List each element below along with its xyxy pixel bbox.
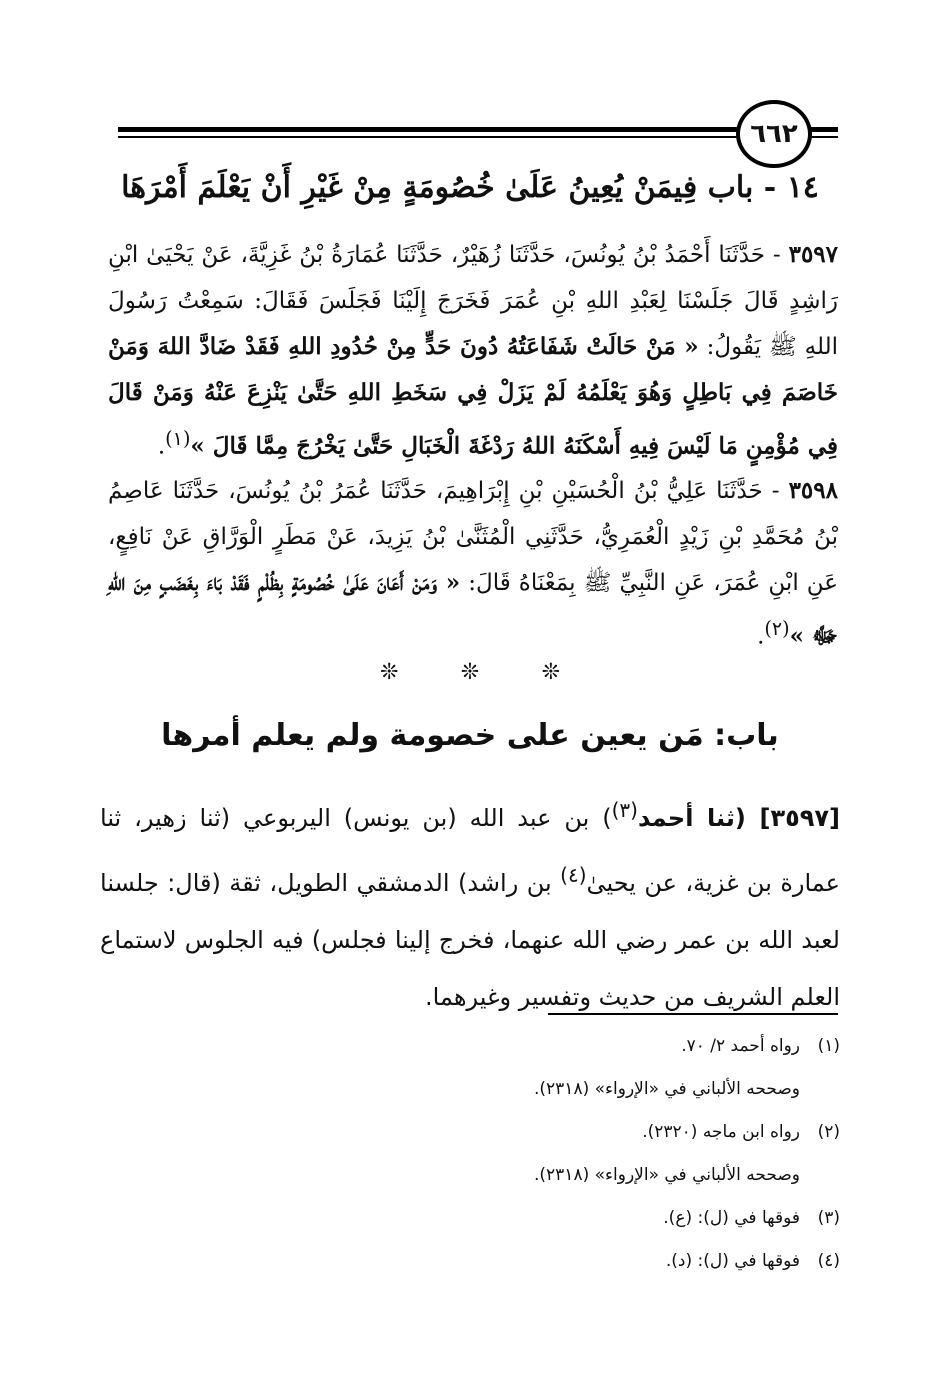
header-rule-thin [118,136,738,138]
commentary-paragraph [100,782,840,1026]
footnote-text: وصححه الألباني في «الإرواء» (٢٣١٨). [534,1079,800,1099]
footnote-text: رواه ابن ماجه (٢٣٢٠). [642,1122,800,1142]
footnote-divider [548,1013,838,1015]
footnote-number: (٣) [817,1208,840,1228]
footnote-text: فوقها في (ل): (د). [665,1251,800,1271]
footnote-ref: (٤) [560,863,587,887]
separator-star: ❊ [460,660,480,685]
footnote-ref: (٣) [611,798,638,822]
separator-star: ❊ [380,660,399,685]
footnote-ref: (٢) [764,617,790,640]
commentary-text: [٣٥٩٧] (ثنا أحمد [637,804,840,832]
header-rule-end-thin [808,136,838,138]
footnote-number: (٢) [817,1122,840,1142]
footnote-text: وصححه الألباني في «الإرواء» (٢٣١٨). [534,1165,800,1185]
footnote [300,1111,840,1154]
footnote-number: (١) [817,1036,840,1056]
header-rule-end [808,127,838,132]
chapter-title: ١٤ - باب فِيمَنْ يُعِينُ عَلَىٰ خُصُومَةٍ مِنْ غَيْرِ أَنْ يَعْلَمَ أَمْرَهَا [121,170,819,205]
hadith-matn: « وَمَنْ أَعَانَ عَلَىٰ خُصُومَةٍ بِظُلْمٍ فَقَدْ بَاءَ بِغَضَبٍ مِنَ اللهِ ﷻ » [108,569,838,650]
hadith-isnad: حَدَّثَنَا عَلِيُّ بْنُ الْحُسَيْنِ بْنِ إِبْرَاهِيمَ، حَدَّثَنَا عُمَرُ بْنُ يُونُسَ، حَدَّثَنَا عَاصِمُ بْنُ مُحَمَّدِ بْنِ زَيْدٍ الْعُمَرِيُّ، حَدَّثَنِي الْمُثَنَّىٰ بْنُ يَزِيدَ، عَنْ مَطَرٍ الْوَرَّاقِ عَنْ نَافِعٍ، عَنِ ابْنِ عُمَرَ، عَنِ النَّبِيِّ ﷺ بِمَعْنَاهُ قَالَ: [108,478,838,596]
commentary-text: ) بن عبد الله (بن يونس) اليربوعي (ثنا زهير، ثنا عمارة بن غزية، عن يحيىٰ [100,804,840,897]
hadith-3598: ٣٥٩٨ - حَدَّثَنَا عَلِيُّ بْنُ الْحُسَيْنِ بْنِ إِبْرَاهِيمَ، حَدَّثَنَا عُمَرُ بْنُ يُونُسَ، حَدَّثَنَا عَاصِمُ بْنُ مُحَمَّدِ بْنِ زَيْدٍ الْعُمَرِيُّ، حَدَّثَنِي الْمُثَنَّىٰ بْنُ يَزِيدَ، عَنْ مَطَرٍ الْوَرَّاقِ عَنْ نَافِعٍ، عَنِ ابْنِ عُمَرَ، عَنِ النَّبِيِّ ﷺ بِمَعْنَاهُ قَالَ: « وَمَنْ أَعَانَ عَلَىٰ خُصُومَةٍ بِظُلْمٍ فَقَدْ بَاءَ بِغَضَبٍ مِنَ اللهِ ﷻ »$^{(٢)}$. [108,477,838,650]
footnote [300,1240,840,1283]
header-rule-thick [118,127,738,132]
hadith-3597: ٣٥٩٧ - حَدَّثَنَا أَحْمَدُ بْنُ يُونُسَ، حَدَّثَنَا زُهَيْرٌ، حَدَّثَنَا عُمَارَةُ بْنُ غَزِيَّةَ، عَنْ يَحْيَىٰ ابْنِ رَاشِدٍ قَالَ جَلَسْنَا لِعَبْدِ اللهِ بْنِ عُمَرَ فَخَرَجَ إِلَيْنَا فَجَلَسَ فَقَالَ: سَمِعْتُ رَسُولَ اللهِ ﷺ يَقُولُ: « مَنْ حَالَتْ شَفَاعَتُهُ دُونَ حَدٍّ مِنْ حُدُودِ اللهِ فَقَدْ ضَادَّ اللهَ وَمَنْ خَاصَمَ فِي بَاطِلٍ وَهُوَ يَعْلَمُهُ لَمْ يَزَلْ فِي سَخَطِ اللهِ حَتَّىٰ يَنْزِعَ عَنْهُ وَمَنْ قَالَ فِي مُؤْمِنٍ مَا لَيْسَ فِيهِ أَسْكَنَهُ اللهُ رَدْغَةَ الْخَبَالِ حَتَّىٰ يَخْرُجَ مِمَّا قَالَ »$^{(١)}$. [108,241,839,460]
footnote [300,1068,840,1111]
section-title: باب: مَن يعين على خصومة ولم يعلم أمرها [161,718,779,753]
page-header [118,100,838,170]
footnote [300,1154,840,1197]
footnote-number: (٤) [817,1251,840,1271]
footnotes [300,1025,840,1283]
hadith-isnad: حَدَّثَنَا أَحْمَدُ بْنُ يُونُسَ، حَدَّثَنَا زُهَيْرٌ، حَدَّثَنَا عُمَارَةُ بْنُ غَزِيَّةَ، عَنْ يَحْيَىٰ ابْنِ رَاشِدٍ قَالَ جَلَسْنَا لِعَبْدِ اللهِ بْنِ عُمَرَ فَخَرَجَ إِلَيْنَا فَجَلَسَ فَقَالَ: سَمِعْتُ رَسُولَ اللهِ ﷺ يَقُولُ: [108,242,839,360]
page-number: ٦٦٢ [736,100,812,168]
footnote [300,1025,840,1068]
footnote-ref: (١) [165,427,191,450]
footnote [300,1197,840,1240]
commentary-text: بن راشد) الدمشقي الطويل، ثقة (قال: جلسنا لعبد الله بن عمر رضي الله عنهما، فخرج إلينا فجلس) فيه الجلوس لاستماع العلم الشريف من حديث وتفسير وغيرهما. [100,869,840,1011]
footnote-text: فوقها في (ل): (ع). [663,1208,800,1228]
footnote-text: رواه أحمد ٢/ ٧٠. [681,1036,800,1056]
separator-star: ❊ [541,660,560,685]
hadith-number: ٣٥٩٨ [788,477,838,504]
hadith-matn: « مَنْ حَالَتْ شَفَاعَتُهُ دُونَ حَدٍّ مِنْ حُدُودِ اللهِ فَقَدْ ضَادَّ اللهَ وَمَنْ خَاصَمَ فِي بَاطِلٍ وَهُوَ يَعْلَمُهُ لَمْ يَزَلْ فِي سَخَطِ اللهِ حَتَّىٰ يَنْزِعَ عَنْهُ وَمَنْ قَالَ فِي مُؤْمِنٍ مَا لَيْسَ فِيهِ أَسْكَنَهُ اللهُ رَدْغَةَ الْخَبَالِ حَتَّىٰ يَخْرُجَ مِمَّا قَالَ » [108,333,838,460]
hadith-number: ٣٥٩٧ [788,241,839,268]
section-separator [380,660,560,685]
